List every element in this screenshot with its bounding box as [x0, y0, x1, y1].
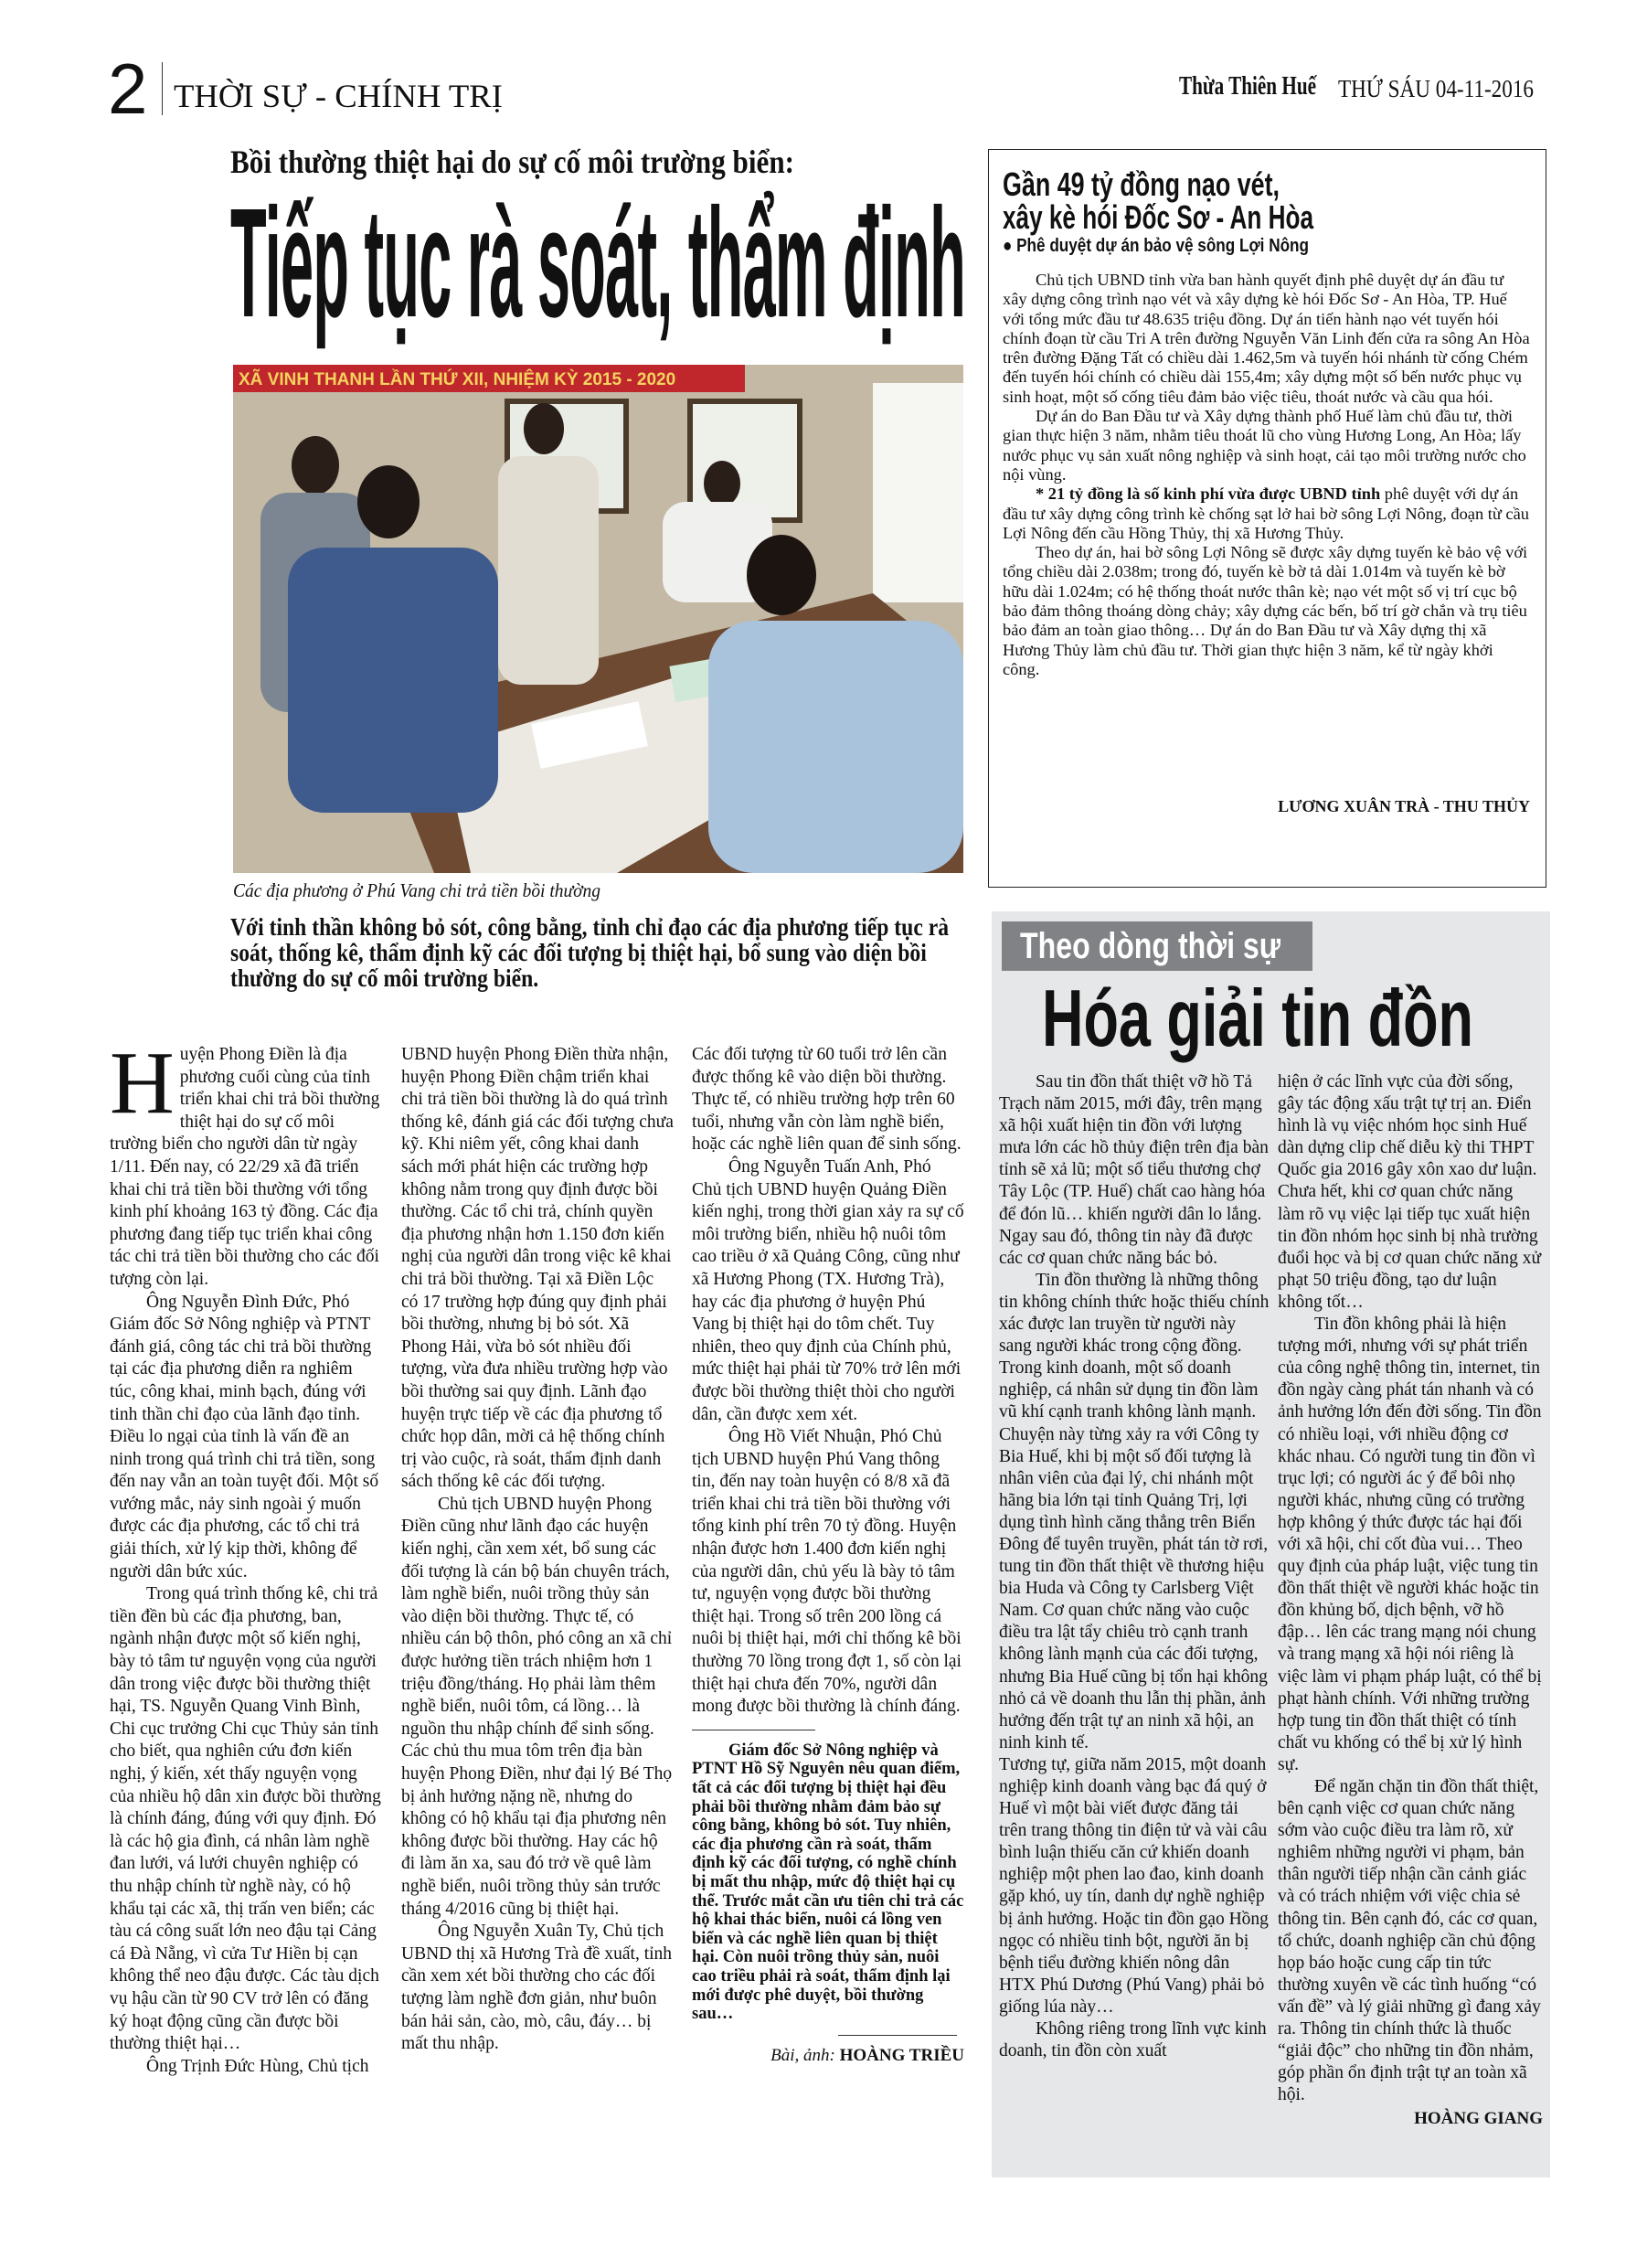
commentary-paragraph: Tin đồn không phải là hiện tượng mới, nhưng với sự phát triển của công nghệ thông tin, internet, tin đồn ngày càng phát tán nhanh và có ảnh hưởng lớn đến đời sống. Tin đồn có nhiều loại, với nhiều động cơ khác nhau. Có người tung tin đồn vì trục lợi; có người ác ý để bôi nhọ người khác, nhưng cũng có trường hợp không ý thức được tác hại đối với xã hội, chỉ cốt đùa vui… Theo quy định của pháp luật, việc tung tin đồn thất thiệt về người khác hoặc tin đồn khủng bố, dịch bệnh, vỡ hồ đập… lên các trang mạng nói chung và trang mạng xã hội nói riêng là việc làm vi phạm pháp luật, có thể bị phạt hành chính. Với những trường hợp tung tin đồn thất thiệt có tính chất vu khống có thể bị xử lý hình sự.: [1278, 1315, 1542, 1774]
article-paragraph: UBND huyện Phong Điền thừa nhận, huyện Phong Điền chậm triển khai chi trả tiền bồi thường là do quá trình thống kê, đánh giá các đối tượng chưa kỹ. Khi niêm yết, công khai danh sách mới phát hiện các trường hợp không nằm trong quy định được bồi thường. Các tổ chi trả, chính quyền địa phương nhận hơn 1.150 đơn kiến nghị của người dân trong việc kê khai chi trả bồi thường. Tại xã Điền Lộc có 17 trường hợp đúng quy định phải bồi thường, nhưng bị bỏ sót. Xã Phong Hải, vừa bỏ sót nhiều đối tượng, vừa đưa nhiều trường hợp vào bồi thường sai quy định. Lãnh đạo huyện trực tiếp về các địa phương tổ chức họp dân, mời cả hệ thống chính trị vào cuộc, rà soát, thẩm định danh sách thống kê các đối tượng.: [401, 1045, 674, 1492]
article-paragraph: Ông Hồ Viết Nhuận, Phó Chủ tịch UBND huyện Phú Vang thông tin, đến nay toàn huyện có 8/8 xã đã triển khai chi trả tiền bồi thường với tổng kinh phí trên 70 tỷ đồng. Huyện nhận được hơn 1.400 đơn kiến nghị của người dân, chủ yếu là bày tỏ tâm tư, nguyện vọng được bồi thường thiệt hại. Trong số trên 200 lồng cá nuôi bị thiệt hại, mới chỉ thống kê bồi thường 70 lồng trong đợt 1, số còn lại thiệt hại chưa đến 70%, người dân mong được bồi thường là chính đáng.: [692, 1427, 962, 1717]
commentary-paragraph: Tin đồn thường là những thông tin không chính thức hoặc thiếu chính xác được lan truyền từ người này sang người khác trong cộng đồng. Trong kinh doanh, một số doanh nghiệp, cá nhân sử dụng tin đồn làm vũ khí cạnh tranh không lành mạnh. Chuyện này từng xảy ra với Công ty Bia Huế, khi bị một số đối tượng là nhân viên của đại lý, chi nhánh một hãng bia lớn tại tỉnh Quảng Trị, lợi dụng tình hình căng thẳng trên Biển Đông để tuyên truyền, phát tán tờ rơi, tung tin đồn thất thiệt về thương hiệu bia Huda và Công ty Carlsberg Việt Nam. Cơ quan chức năng vào cuộc điều tra lật tẩy chiêu trò cạnh tranh không lành mạnh của các đối tượng, nhưng Bia Huế cũng bị tổn hại không nhỏ cả về doanh thu lẫn thị phần, ảnh hưởng đến trật tự an ninh xã hội, an ninh kinh tế.: [999, 1270, 1270, 1752]
photo-person-head: [704, 461, 740, 506]
article-paragraph: Các đối tượng từ 60 tuổi trở lên cần được thống kê vào diện bồi thường. Thực tế, có nhiều trường hợp trên 60 tuổi, nhưng vẫn còn làm nghề biển, hoặc các nghề liên quan để sinh sống.: [692, 1045, 962, 1155]
article-paragraph: Chủ tịch UBND huyện Phong Điền cũng như lãnh đạo các huyện kiến nghị, cần xem xét, bổ sung các đối tượng là cán bộ bán chuyên trách, làm nghề biển, nuôi trồng thủy sản vào diện bồi thường. Thực tế, có nhiều cán bộ thôn, phó công an xã chỉ được hưởng tiền trách nhiệm hơn 1 triệu đồng/tháng. Họ phải làm thêm nghề biển, nuôi tôm, cá lồng… là nguồn thu nhập chính để sinh sống. Các chủ thu mua tôm trên địa bàn huyện Phong Điền, như đại lý Bé Thọ bị ảnh hưởng nặng nề, nhưng do không có hộ khẩu tại địa phương nên không được bồi thường. Hay các hộ đi làm ăn xa, sau đó trở về quê làm nghề biển, nuôi trồng thủy sản trước tháng 4/2016 cũng bị thiệt hại.: [401, 1494, 673, 1919]
article-lede: Với tinh thần không bỏ sót, công bằng, tỉnh chỉ đạo các địa phương tiếp tục rà soát, thống kê, thẩm định kỹ các đối tượng bị thiệt hại, bổ sung vào diện bồi thường do sự cố môi trường biển.: [230, 913, 950, 992]
sidebar-body: [1003, 271, 1531, 679]
photo-person-head: [292, 436, 339, 495]
newspaper-name: Thừa Thiên Huế: [1179, 72, 1316, 101]
commentary-headline: Hóa giải tin đồn: [1042, 973, 1473, 1063]
commentary-byline: HOÀNG GIANG: [1414, 2109, 1543, 2129]
photo-door: [873, 383, 963, 602]
commentary-paragraph: Tương tự, giữa năm 2015, một doanh nghiệp kinh doanh vàng bạc đá quý ở Huế vì một bài viết được đăng tải trên trang thông tin điện tử và vài câu bình luận thiếu căn cứ khiến doanh nghiệp một phen lao đao, kinh doanh gặp khó, uy tín, danh dự nghề nghiệp bị ảnh hưởng. Hoặc tin đồn gạo Hồng ngọc có nhiều tinh bột, người ăn bị bệnh tiểu đường khiến nông dân HTX Phú Dương (Phú Vang) phải bỏ giống lúa này…: [999, 1754, 1269, 2017]
sidebar-byline: LƯƠNG XUÂN TRÀ - THU THỦY: [1278, 797, 1530, 815]
highlight-quote: Giám đốc Sở Nông nghiệp và PTNT Hồ Sỹ Nguyên nêu quan điểm, tất cả các đối tượng bị thiệt hại đều phải bồi thường nhằm đảm bảo sự công bằng, không bỏ sót. Tuy nhiên, các địa phương cần rà soát, thẩm định kỹ các đối tượng, có nghề chính bị mất thu nhập, mức độ thiệt hại cụ thể. Trước mắt cần ưu tiên chi trả các hộ khai thác biển, nuôi cá lồng ven biển và các nghề liên quan bị thiệt hại. Còn nuôi trồng thủy sản, nuôi cao triều phải rà soát, thẩm định lại mới được phê duyệt, bồi thường sau…: [692, 1741, 964, 2024]
photo-banner-text: XÃ VINH THANH LẦN THỨ XII, NHIỆM KỲ 2015 - 2020: [239, 370, 676, 389]
divider: [838, 2035, 957, 2036]
article-paragraph: Ông Nguyễn Đình Đức, Phó Giám đốc Sở Nông nghiệp và PTNT đánh giá, công tác chi trả bồi thường tại các địa phương diễn ra nghiêm túc, công khai, minh bạch, đúng với tinh thần chỉ đạo của lãnh đạo tỉnh. Điều lo ngại của tỉnh là vấn đề an ninh trong quá trình chi trả tiền, song đến nay vẫn an toàn tuyệt đối. Một số vướng mắc, nảy sinh ngoài ý muốn được các địa phương, các tổ chi trả giải thích, xử lý kịp thời, không để người dân bức xúc.: [110, 1292, 379, 1581]
sidebar-paragraph: Dự án do Ban Đầu tư và Xây dựng thành phố Huế làm chủ đầu tư, thời gian thực hiện 3 năm, nhằm tiêu thoát lũ cho vùng Hương Long, An Hòa; lấy nước phục vụ sản xuất nông nghiệp và sinh hoạt, cải tạo môi trường nước cho nội vùng.: [1003, 407, 1526, 484]
sidebar-paragraph: Theo dự án, hai bờ sông Lợi Nông sẽ được xây dựng tuyến kè bảo vệ với tổng chiều dài 2.038m; trong đó, tuyến kè bờ tả dài 1.014m và tuyến kè bờ hữu dài 1.024m; có hệ thống thoát nước thân kè; nạo vét một số vị trí cục bộ bảo đảm thông thoáng dòng chảy; xây dựng các bến, bố trí gờ chắn và trụ tiêu bảo đảm an toàn giao thông… Dự án do Ban Đầu tư và Xây dựng thị xã Hương Thủy làm chủ đầu tư. Thời gian thực hiện 3 năm, kể từ ngày khởi công.: [1003, 543, 1528, 678]
commentary-column-1: [999, 1071, 1270, 2062]
sidebar-title-line-1: Gần 49 tỷ đồng nạo vét,: [1003, 165, 1280, 203]
article-paragraph: Ông Nguyễn Tuấn Anh, Phó Chủ tịch UBND huyện Quảng Điền kiến nghị, trong thời gian xảy ra sự cố môi trường biển, nhiều hộ nuôi tôm cao triều ở xã Quảng Công, cũng như xã Hương Phong (TX. Hương Trà), hay các địa phương ở huyện Phú Vang bị thiệt hại do tôm chết. Tuy nhiên, theo quy định của Chính phủ, mức thiệt hại phải từ 70% trở lên mới được bồi thường thiệt thòi cho người dân, cần được xem xét.: [692, 1156, 964, 1424]
sidebar-subtitle: ● Phê duyệt dự án bảo vệ sông Lợi Nông: [1003, 236, 1309, 256]
photo-person: [498, 456, 599, 685]
article-column-2: [401, 1044, 674, 2056]
header-divider: [162, 62, 163, 115]
sidebar-paragraph: Chủ tịch UBND tỉnh vừa ban hành quyết định phê duyệt dự án đầu tư xây dựng công trình nạo vét và xây dựng kè hói Đốc Sơ - An Hòa, TP. Huế với tổng mức đầu tư 48.635 triệu đồng. Dự án tiến hành nạo vét tuyến hói chính đoạn từ cầu Tri A trên đường Nguyễn Văn Linh đến cửa ra sông An Hòa trên đường Đặng Tất có chiều dài 1.462,5m và tuyến hói nhánh từ cống Chém đến tuyến hói chính có chiều dài 155,4m; xây dựng một số bến nước phục vụ sinh hoạt, một số cống tiêu đảm bảo việc tiêu, thoát nước và cầu qua hói.: [1003, 271, 1530, 406]
drop-cap: H: [110, 1034, 175, 1133]
commentary-paragraph: Sau tin đồn thất thiệt vỡ hồ Tả Trạch năm 2015, mới đây, trên mạng xã hội xuất hiện tin đồn với lượng mưa lớn các hồ thủy điện trên địa bàn tỉnh sẽ xả lũ; một số tiểu thương chợ Tây Lộc (TP. Huế) chất cao hàng hóa để đón lũ… khiến người dân lo lắng. Ngay sau đó, thông tin này đã được các cơ quan chức năng bác bỏ.: [999, 1072, 1269, 1268]
article-paragraph: Ông Trịnh Đức Hùng, Chủ tịch: [146, 2056, 369, 2076]
issue-date: THỨ SÁU 04-11-2016: [1338, 75, 1534, 102]
commentary-paragraph: Để ngăn chặn tin đồn thất thiệt, bên cạnh việc cơ quan chức năng sớm vào cuộc điều tra làm rõ, xử nghiêm những người vi phạm, bản thân người tiếp nhận cần cảnh giác và có trách nhiệm với việc chia sẻ thông tin. Bên cạnh đó, các cơ quan, tổ chức, doanh nghiệp cần chủ động họp báo hoặc cung cấp tin tức thường xuyên về các tình huống “có vấn đề” và lý giải những gì đang xảy ra. Thông tin chính thức là thuốc “giải độc” cho những tin đồn nhảm, góp phần ổn định trật tự an toàn xã hội.: [1278, 1777, 1541, 2105]
photo-person: [288, 548, 498, 813]
article-paragraph: Trong quá trình thống kê, chi trả tiền đền bù các địa phương, ban, ngành nhận được một số kiến nghị, bày tỏ tâm tư nguyện vọng của người dân trong việc được bồi thường thiệt hại, TS. Nguyễn Quang Vinh Bình, Chi cục trưởng Chi cục Thủy sản tỉnh cho biết, qua nghiên cứu đơn kiến nghị, ý kiến, xét thấy nguyện vọng của nhiều hộ dân xin được bồi thường là chính đáng, đúng với quy định. Đó là các hộ gia đình, cá nhân làm nghề đan lưới, vá lưới chuyên nghiệp có thu nhập chính từ nghề này, có hộ khẩu tại các xã, thị trấn ven biển; các tàu cá công suất lớn neo đậu tại Cảng cá Đà Nẵng, vì cửa Tư Hiền bị cạn không thể neo đậu được. Các tàu dịch vụ hậu cần từ 90 CV trở lên có đăng ký hoạt động cũng cần được bồi thường thiệt hại…: [110, 1584, 381, 2054]
photo-caption: Các địa phương ở Phú Vang chi trả tiền bồi thường: [233, 879, 600, 901]
section-title: THỜI SỰ - CHÍNH TRỊ: [174, 78, 503, 114]
commentary-paragraph: Không riêng trong lĩnh vực kinh doanh, tin đồn còn xuất: [999, 2019, 1267, 2061]
photo-person-head: [524, 403, 564, 454]
article-column-1: [110, 1034, 382, 2078]
photo-person-head: [747, 535, 816, 615]
page-number: 2: [108, 48, 148, 129]
photo-person: [708, 621, 963, 873]
commentary-column-2: [1278, 1071, 1543, 2131]
photo-person-head: [357, 465, 420, 538]
article-paragraph: Ông Nguyễn Xuân Ty, Chủ tịch UBND thị xã Hương Trà đề xuất, tỉnh cần xem xét bồi thường cho các đối tượng làm nghề đơn giản, như buôn bán hải sản, cào, mò, câu, đáy… bị mất thu nhập.: [401, 1922, 673, 2054]
article-kicker: Bồi thường thiệt hại do sự cố môi trường biển:: [230, 144, 794, 180]
sidebar-paragraph: * 21 tỷ đồng là số kinh phí vừa được UBND tỉnh phê duyệt với dự án đầu tư xây dựng công trình kè chống sạt lở hai bờ sông Lợi Nông, đoạn từ cầu Lợi Nông đến cầu Hồng Thủy, thị xã Hương Thủy.: [1003, 484, 1529, 542]
commentary-paragraph: hiện ở các lĩnh vực của đời sống, gây tác động xấu trật tự trị an. Điển hình là vụ việc nhóm học sinh Huế dàn dựng clip chế diễu kỳ thi THPT Quốc gia 2016 gây xôn xao dư luận. Chưa hết, khi cơ quan chức năng làm rõ vụ việc lại tiếp tục xuất hiện tin đồn nhóm học sinh bị nhà trường đuổi học và bị cơ quan chức năng xử phạt 50 triệu đồng, tạo dư luận không tốt…: [1278, 1072, 1542, 1312]
sidebar-title-line-2: xây kè hói Đốc Sơ - An Hòa: [1003, 198, 1313, 236]
article-byline: Bài, ảnh: HOÀNG TRIỀU: [770, 2045, 964, 2065]
article-headline: Tiếp tục rà soát, thẩm định: [230, 176, 965, 350]
article-paragraph: Huyện Phong Điền là địa phương cuối cùng của tỉnh triển khai chi trả bồi thường thiệt hại do sự cố môi trường biển cho người dân từ ngày 1/11. Đến nay, có 22/29 xã đã triển khai chi trả tiền bồi thường với tổng kinh phí khoảng 163 tỷ đồng. Các địa phương đang tiếp tục triển khai công tác chi trả tiền bồi thường cho các đối tượng còn lại.: [110, 1034, 380, 1289]
article-photo: [233, 365, 963, 873]
article-column-3: [692, 1044, 964, 2067]
commentary-tag-label: Theo dòng thời sự: [1020, 926, 1280, 966]
